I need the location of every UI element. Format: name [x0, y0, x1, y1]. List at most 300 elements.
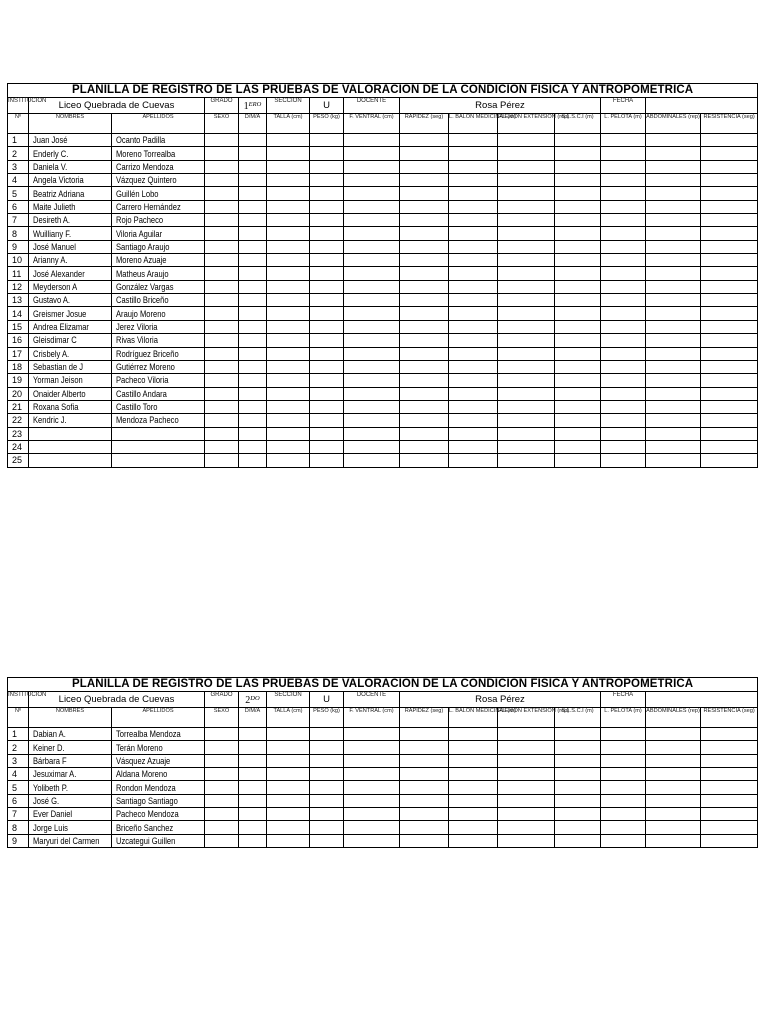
measurement-cell[interactable] [646, 794, 701, 807]
measurement-cell[interactable] [310, 427, 344, 440]
measurement-cell[interactable] [267, 187, 310, 200]
measurement-cell[interactable] [239, 187, 267, 200]
measurement-cell[interactable] [601, 200, 646, 213]
measurement-cell[interactable] [239, 454, 267, 467]
measurement-cell[interactable] [701, 254, 758, 267]
measurement-cell[interactable] [310, 187, 344, 200]
measurement-cell[interactable] [646, 240, 701, 253]
measurement-cell[interactable] [449, 134, 498, 147]
measurement-cell[interactable] [555, 134, 601, 147]
measurement-cell[interactable] [400, 147, 449, 160]
measurement-cell[interactable] [239, 200, 267, 213]
measurement-cell[interactable] [400, 414, 449, 427]
measurement-cell[interactable] [555, 374, 601, 387]
measurement-cell[interactable] [601, 240, 646, 253]
measurement-cell[interactable] [449, 454, 498, 467]
measurement-cell[interactable] [601, 454, 646, 467]
measurement-cell[interactable] [344, 728, 400, 741]
measurement-cell[interactable] [205, 254, 239, 267]
measurement-cell[interactable] [344, 427, 400, 440]
measurement-cell[interactable] [555, 254, 601, 267]
measurement-cell[interactable] [310, 294, 344, 307]
measurement-cell[interactable] [555, 834, 601, 847]
measurement-cell[interactable] [449, 741, 498, 754]
measurement-cell[interactable] [701, 147, 758, 160]
measurement-cell[interactable] [498, 147, 555, 160]
measurement-cell[interactable] [555, 821, 601, 834]
measurement-cell[interactable] [310, 174, 344, 187]
measurement-cell[interactable] [601, 821, 646, 834]
measurement-cell[interactable] [498, 254, 555, 267]
measurement-cell[interactable] [646, 307, 701, 320]
measurement-cell[interactable] [239, 427, 267, 440]
measurement-cell[interactable] [555, 427, 601, 440]
measurement-cell[interactable] [239, 387, 267, 400]
measurement-cell[interactable] [344, 214, 400, 227]
measurement-cell[interactable] [205, 387, 239, 400]
measurement-cell[interactable] [400, 808, 449, 821]
measurement-cell[interactable] [555, 320, 601, 333]
measurement-cell[interactable] [267, 134, 310, 147]
measurement-cell[interactable] [267, 821, 310, 834]
measurement-cell[interactable] [310, 320, 344, 333]
measurement-cell[interactable] [449, 387, 498, 400]
measurement-cell[interactable] [646, 414, 701, 427]
measurement-cell[interactable] [205, 214, 239, 227]
measurement-cell[interactable] [310, 834, 344, 847]
measurement-cell[interactable] [239, 374, 267, 387]
measurement-cell[interactable] [555, 294, 601, 307]
measurement-cell[interactable] [205, 414, 239, 427]
measurement-cell[interactable] [310, 387, 344, 400]
measurement-cell[interactable] [205, 781, 239, 794]
measurement-cell[interactable] [555, 440, 601, 453]
measurement-cell[interactable] [701, 781, 758, 794]
measurement-cell[interactable] [344, 334, 400, 347]
measurement-cell[interactable] [400, 387, 449, 400]
measurement-cell[interactable] [205, 307, 239, 320]
measurement-cell[interactable] [310, 768, 344, 781]
measurement-cell[interactable] [498, 267, 555, 280]
measurement-cell[interactable] [400, 400, 449, 413]
measurement-cell[interactable] [239, 320, 267, 333]
measurement-cell[interactable] [344, 147, 400, 160]
measurement-cell[interactable] [344, 781, 400, 794]
measurement-cell[interactable] [267, 768, 310, 781]
measurement-cell[interactable] [239, 400, 267, 413]
measurement-cell[interactable] [310, 414, 344, 427]
measurement-cell[interactable] [310, 307, 344, 320]
measurement-cell[interactable] [310, 400, 344, 413]
measurement-cell[interactable] [555, 728, 601, 741]
measurement-cell[interactable] [449, 427, 498, 440]
measurement-cell[interactable] [449, 360, 498, 373]
measurement-cell[interactable] [267, 347, 310, 360]
measurement-cell[interactable] [701, 174, 758, 187]
measurement-cell[interactable] [239, 834, 267, 847]
measurement-cell[interactable] [646, 134, 701, 147]
measurement-cell[interactable] [498, 834, 555, 847]
measurement-cell[interactable] [449, 414, 498, 427]
measurement-cell[interactable] [267, 427, 310, 440]
measurement-cell[interactable] [205, 440, 239, 453]
measurement-cell[interactable] [646, 334, 701, 347]
measurement-cell[interactable] [701, 200, 758, 213]
measurement-cell[interactable] [267, 754, 310, 767]
measurement-cell[interactable] [205, 741, 239, 754]
measurement-cell[interactable] [205, 728, 239, 741]
measurement-cell[interactable] [701, 834, 758, 847]
measurement-cell[interactable] [646, 834, 701, 847]
measurement-cell[interactable] [498, 174, 555, 187]
measurement-cell[interactable] [701, 387, 758, 400]
measurement-cell[interactable] [267, 334, 310, 347]
measurement-cell[interactable] [400, 834, 449, 847]
measurement-cell[interactable] [498, 294, 555, 307]
measurement-cell[interactable] [344, 280, 400, 293]
measurement-cell[interactable] [498, 454, 555, 467]
measurement-cell[interactable] [344, 754, 400, 767]
measurement-cell[interactable] [267, 741, 310, 754]
measurement-cell[interactable] [310, 134, 344, 147]
measurement-cell[interactable] [400, 294, 449, 307]
measurement-cell[interactable] [601, 294, 646, 307]
measurement-cell[interactable] [310, 374, 344, 387]
measurement-cell[interactable] [498, 768, 555, 781]
measurement-cell[interactable] [601, 754, 646, 767]
measurement-cell[interactable] [400, 187, 449, 200]
measurement-cell[interactable] [205, 174, 239, 187]
measurement-cell[interactable] [498, 280, 555, 293]
measurement-cell[interactable] [701, 454, 758, 467]
measurement-cell[interactable] [267, 294, 310, 307]
measurement-cell[interactable] [344, 267, 400, 280]
measurement-cell[interactable] [449, 200, 498, 213]
measurement-cell[interactable] [601, 147, 646, 160]
measurement-cell[interactable] [400, 754, 449, 767]
measurement-cell[interactable] [344, 834, 400, 847]
measurement-cell[interactable] [555, 781, 601, 794]
measurement-cell[interactable] [205, 334, 239, 347]
measurement-cell[interactable] [555, 808, 601, 821]
measurement-cell[interactable] [239, 160, 267, 173]
measurement-cell[interactable] [449, 347, 498, 360]
measurement-cell[interactable] [601, 374, 646, 387]
measurement-cell[interactable] [205, 834, 239, 847]
measurement-cell[interactable] [646, 294, 701, 307]
measurement-cell[interactable] [449, 728, 498, 741]
measurement-cell[interactable] [701, 334, 758, 347]
measurement-cell[interactable] [310, 821, 344, 834]
measurement-cell[interactable] [646, 160, 701, 173]
measurement-cell[interactable] [239, 147, 267, 160]
measurement-cell[interactable] [400, 781, 449, 794]
measurement-cell[interactable] [601, 440, 646, 453]
measurement-cell[interactable] [400, 440, 449, 453]
measurement-cell[interactable] [239, 728, 267, 741]
measurement-cell[interactable] [498, 440, 555, 453]
measurement-cell[interactable] [701, 134, 758, 147]
measurement-cell[interactable] [267, 440, 310, 453]
measurement-cell[interactable] [400, 174, 449, 187]
measurement-cell[interactable] [267, 280, 310, 293]
measurement-cell[interactable] [498, 754, 555, 767]
measurement-cell[interactable] [701, 360, 758, 373]
measurement-cell[interactable] [267, 360, 310, 373]
measurement-cell[interactable] [267, 728, 310, 741]
measurement-cell[interactable] [344, 768, 400, 781]
measurement-cell[interactable] [646, 147, 701, 160]
measurement-cell[interactable] [701, 240, 758, 253]
measurement-cell[interactable] [400, 320, 449, 333]
measurement-cell[interactable] [400, 821, 449, 834]
measurement-cell[interactable] [400, 454, 449, 467]
measurement-cell[interactable] [449, 160, 498, 173]
measurement-cell[interactable] [400, 768, 449, 781]
measurement-cell[interactable] [267, 374, 310, 387]
measurement-cell[interactable] [701, 187, 758, 200]
measurement-cell[interactable] [205, 400, 239, 413]
measurement-cell[interactable] [344, 240, 400, 253]
measurement-cell[interactable] [400, 240, 449, 253]
measurement-cell[interactable] [701, 160, 758, 173]
measurement-cell[interactable] [267, 174, 310, 187]
measurement-cell[interactable] [400, 427, 449, 440]
measurement-cell[interactable] [310, 147, 344, 160]
measurement-cell[interactable] [449, 267, 498, 280]
measurement-cell[interactable] [239, 280, 267, 293]
measurement-cell[interactable] [555, 768, 601, 781]
measurement-cell[interactable] [498, 781, 555, 794]
measurement-cell[interactable] [267, 400, 310, 413]
measurement-cell[interactable] [498, 374, 555, 387]
measurement-cell[interactable] [601, 280, 646, 293]
measurement-cell[interactable] [601, 360, 646, 373]
measurement-cell[interactable] [400, 160, 449, 173]
measurement-cell[interactable] [239, 781, 267, 794]
measurement-cell[interactable] [400, 267, 449, 280]
measurement-cell[interactable] [310, 240, 344, 253]
measurement-cell[interactable] [344, 187, 400, 200]
measurement-cell[interactable] [555, 174, 601, 187]
measurement-cell[interactable] [646, 440, 701, 453]
measurement-cell[interactable] [449, 294, 498, 307]
measurement-cell[interactable] [498, 200, 555, 213]
measurement-cell[interactable] [701, 821, 758, 834]
measurement-cell[interactable] [344, 808, 400, 821]
measurement-cell[interactable] [267, 227, 310, 240]
measurement-cell[interactable] [310, 741, 344, 754]
measurement-cell[interactable] [400, 334, 449, 347]
measurement-cell[interactable] [310, 794, 344, 807]
measurement-cell[interactable] [400, 360, 449, 373]
measurement-cell[interactable] [239, 794, 267, 807]
measurement-cell[interactable] [267, 794, 310, 807]
measurement-cell[interactable] [498, 347, 555, 360]
measurement-cell[interactable] [400, 134, 449, 147]
measurement-cell[interactable] [267, 808, 310, 821]
measurement-cell[interactable] [601, 307, 646, 320]
measurement-cell[interactable] [205, 294, 239, 307]
measurement-cell[interactable] [646, 200, 701, 213]
measurement-cell[interactable] [239, 240, 267, 253]
measurement-cell[interactable] [400, 200, 449, 213]
measurement-cell[interactable] [205, 187, 239, 200]
measurement-cell[interactable] [205, 267, 239, 280]
measurement-cell[interactable] [555, 387, 601, 400]
measurement-cell[interactable] [310, 214, 344, 227]
measurement-cell[interactable] [449, 187, 498, 200]
measurement-cell[interactable] [601, 387, 646, 400]
measurement-cell[interactable] [601, 768, 646, 781]
measurement-cell[interactable] [646, 174, 701, 187]
measurement-cell[interactable] [601, 187, 646, 200]
measurement-cell[interactable] [239, 821, 267, 834]
measurement-cell[interactable] [498, 160, 555, 173]
measurement-cell[interactable] [239, 347, 267, 360]
measurement-cell[interactable] [601, 808, 646, 821]
measurement-cell[interactable] [498, 794, 555, 807]
measurement-cell[interactable] [449, 227, 498, 240]
measurement-cell[interactable] [400, 794, 449, 807]
measurement-cell[interactable] [310, 267, 344, 280]
measurement-cell[interactable] [601, 214, 646, 227]
measurement-cell[interactable] [601, 400, 646, 413]
measurement-cell[interactable] [400, 214, 449, 227]
measurement-cell[interactable] [239, 768, 267, 781]
measurement-cell[interactable] [239, 360, 267, 373]
measurement-cell[interactable] [310, 347, 344, 360]
measurement-cell[interactable] [449, 400, 498, 413]
measurement-cell[interactable] [601, 267, 646, 280]
measurement-cell[interactable] [239, 134, 267, 147]
measurement-cell[interactable] [239, 294, 267, 307]
measurement-cell[interactable] [267, 214, 310, 227]
measurement-cell[interactable] [701, 307, 758, 320]
measurement-cell[interactable] [555, 187, 601, 200]
measurement-cell[interactable] [498, 320, 555, 333]
measurement-cell[interactable] [205, 808, 239, 821]
measurement-cell[interactable] [344, 374, 400, 387]
measurement-cell[interactable] [310, 440, 344, 453]
measurement-cell[interactable] [601, 134, 646, 147]
measurement-cell[interactable] [646, 808, 701, 821]
measurement-cell[interactable] [555, 200, 601, 213]
measurement-cell[interactable] [267, 147, 310, 160]
measurement-cell[interactable] [344, 320, 400, 333]
measurement-cell[interactable] [239, 214, 267, 227]
measurement-cell[interactable] [449, 254, 498, 267]
measurement-cell[interactable] [267, 834, 310, 847]
measurement-cell[interactable] [239, 440, 267, 453]
measurement-cell[interactable] [498, 134, 555, 147]
measurement-cell[interactable] [555, 400, 601, 413]
measurement-cell[interactable] [555, 741, 601, 754]
measurement-cell[interactable] [344, 454, 400, 467]
measurement-cell[interactable] [400, 374, 449, 387]
measurement-cell[interactable] [498, 400, 555, 413]
measurement-cell[interactable] [601, 347, 646, 360]
measurement-cell[interactable] [344, 254, 400, 267]
measurement-cell[interactable] [344, 227, 400, 240]
measurement-cell[interactable] [344, 387, 400, 400]
measurement-cell[interactable] [646, 267, 701, 280]
measurement-cell[interactable] [449, 334, 498, 347]
measurement-cell[interactable] [601, 728, 646, 741]
measurement-cell[interactable] [498, 307, 555, 320]
measurement-cell[interactable] [344, 347, 400, 360]
measurement-cell[interactable] [601, 320, 646, 333]
measurement-cell[interactable] [344, 400, 400, 413]
measurement-cell[interactable] [646, 427, 701, 440]
measurement-cell[interactable] [205, 134, 239, 147]
measurement-cell[interactable] [205, 754, 239, 767]
measurement-cell[interactable] [449, 754, 498, 767]
measurement-cell[interactable] [449, 374, 498, 387]
measurement-cell[interactable] [701, 728, 758, 741]
measurement-cell[interactable] [310, 808, 344, 821]
measurement-cell[interactable] [344, 160, 400, 173]
measurement-cell[interactable] [498, 240, 555, 253]
measurement-cell[interactable] [498, 808, 555, 821]
measurement-cell[interactable] [205, 160, 239, 173]
measurement-cell[interactable] [267, 240, 310, 253]
measurement-cell[interactable] [267, 414, 310, 427]
measurement-cell[interactable] [701, 741, 758, 754]
measurement-cell[interactable] [646, 387, 701, 400]
measurement-cell[interactable] [239, 414, 267, 427]
measurement-cell[interactable] [701, 427, 758, 440]
measurement-cell[interactable] [267, 307, 310, 320]
measurement-cell[interactable] [310, 280, 344, 293]
measurement-cell[interactable] [205, 821, 239, 834]
measurement-cell[interactable] [498, 360, 555, 373]
measurement-cell[interactable] [498, 728, 555, 741]
measurement-cell[interactable] [400, 227, 449, 240]
measurement-cell[interactable] [555, 754, 601, 767]
measurement-cell[interactable] [239, 741, 267, 754]
measurement-cell[interactable] [267, 320, 310, 333]
measurement-cell[interactable] [205, 360, 239, 373]
measurement-cell[interactable] [701, 214, 758, 227]
measurement-cell[interactable] [701, 794, 758, 807]
measurement-cell[interactable] [310, 200, 344, 213]
measurement-cell[interactable] [646, 781, 701, 794]
measurement-cell[interactable] [205, 200, 239, 213]
measurement-cell[interactable] [310, 781, 344, 794]
measurement-cell[interactable] [701, 267, 758, 280]
measurement-cell[interactable] [205, 347, 239, 360]
measurement-cell[interactable] [205, 240, 239, 253]
measurement-cell[interactable] [267, 454, 310, 467]
measurement-cell[interactable] [449, 808, 498, 821]
measurement-cell[interactable] [601, 254, 646, 267]
measurement-cell[interactable] [267, 267, 310, 280]
measurement-cell[interactable] [555, 347, 601, 360]
measurement-cell[interactable] [498, 427, 555, 440]
measurement-cell[interactable] [344, 440, 400, 453]
measurement-cell[interactable] [555, 414, 601, 427]
measurement-cell[interactable] [205, 454, 239, 467]
measurement-cell[interactable] [498, 187, 555, 200]
measurement-cell[interactable] [646, 821, 701, 834]
measurement-cell[interactable] [449, 147, 498, 160]
measurement-cell[interactable] [205, 227, 239, 240]
measurement-cell[interactable] [239, 227, 267, 240]
measurement-cell[interactable] [310, 360, 344, 373]
measurement-cell[interactable] [449, 320, 498, 333]
measurement-cell[interactable] [239, 307, 267, 320]
